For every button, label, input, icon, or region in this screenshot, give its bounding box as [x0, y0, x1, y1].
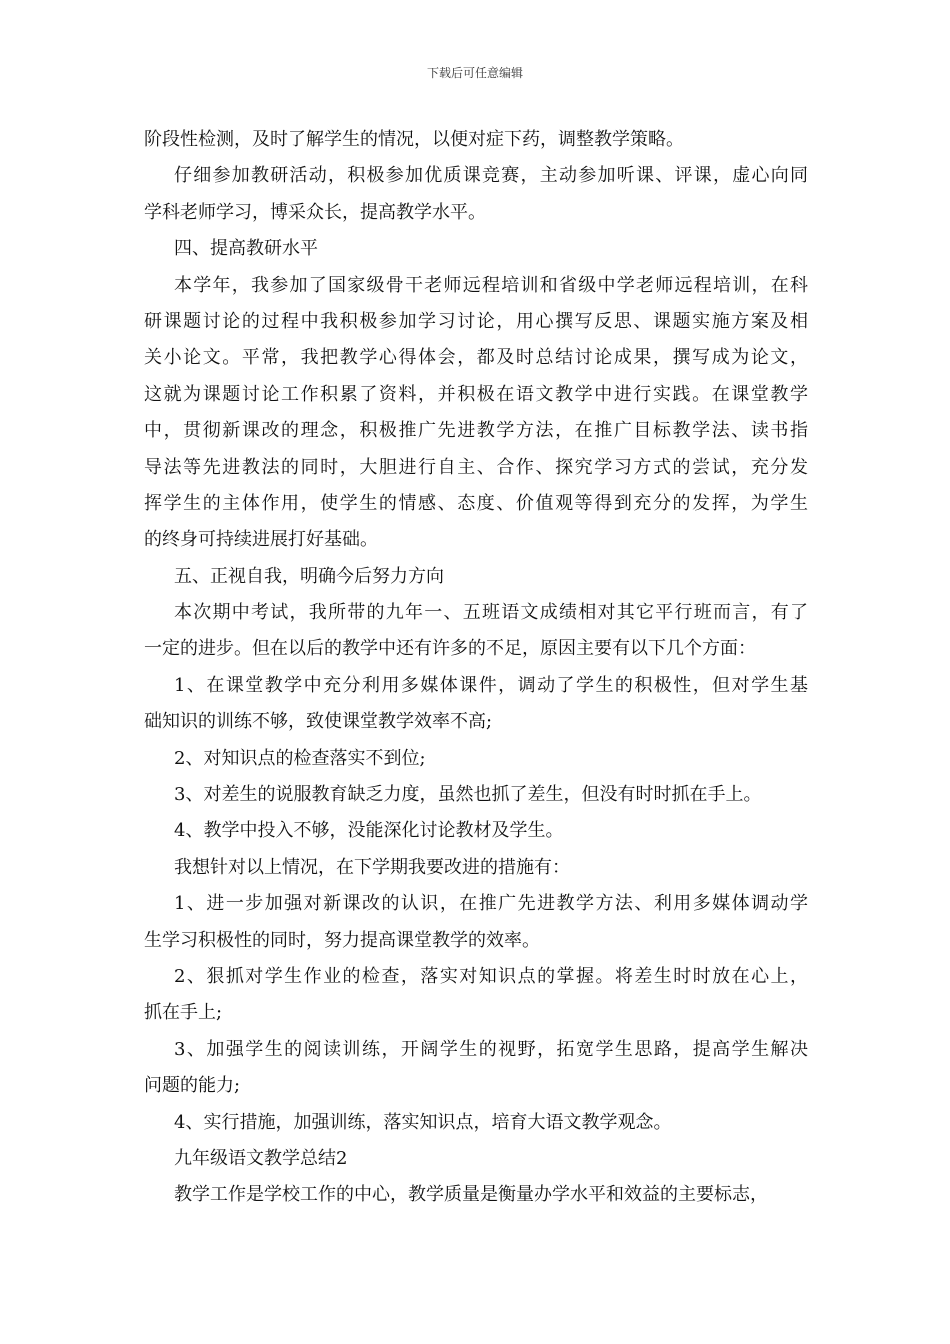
paragraph-line: 学科老师学习，博采众长，提高教学水平。: [144, 201, 486, 223]
paragraph: [144, 1177, 808, 1213]
paragraph: [144, 158, 808, 231]
paragraph-line: 教学工作是学校工作的中心，教学质量是衡量办学水平和效益的主要标志，: [174, 1184, 768, 1206]
paragraph-line: 3、加强学生的阅读训练，开阔学生的视野，拓宽学生思路，提高学生解决: [174, 1038, 808, 1060]
paragraph-line: 抓在手上;: [144, 1002, 223, 1024]
paragraph: [144, 959, 808, 1032]
paragraph-line: 阶段性检测，及时了解学生的情况，以便对症下药，调整教学策略。: [144, 129, 684, 150]
paragraph-line: 本学年，我参加了国家级骨干老师远程培训和省级中学老师远程培训，在科: [174, 274, 808, 296]
document-body: [144, 122, 808, 1214]
paragraph: [144, 122, 808, 158]
paragraph-line: 2、对知识点的检查落实不到位;: [174, 747, 426, 769]
paragraph-line: 九年级语文教学总结2: [174, 1147, 348, 1169]
paragraph-line: 我想针对以上情况，在下学期我要改进的措施有：: [174, 856, 570, 878]
paragraph: [144, 813, 808, 849]
paragraph-line: 这就为课题讨论工作积累了资料，并积极在语文教学中进行实践。在课堂教学: [144, 383, 808, 405]
paragraph-line: 挥学生的主体作用，使学生的情感、态度、价值观等得到充分的发挥，为学生: [144, 492, 808, 514]
paragraph-line: 研课题讨论的过程中我积极参加学习讨论，用心撰写反思、课题实施方案及相: [144, 310, 808, 332]
paragraph-line: 仔细参加教研活动，积极参加优质课竞赛，主动参加听课、评课，虚心向同: [174, 165, 808, 187]
paragraph-line: 础知识的训练不够，致使课堂教学效率不高;: [144, 711, 493, 733]
paragraph-line: 4、教学中投入不够，没能深化讨论教材及学生。: [174, 820, 564, 842]
paragraph: [144, 850, 808, 886]
paragraph: [144, 231, 808, 267]
paragraph-line: 问题的能力;: [144, 1075, 241, 1097]
paragraph: [144, 668, 808, 741]
paragraph-line: 3、对差生的说服教育缺乏力度，虽然也抓了差生，但没有时时抓在手上。: [174, 784, 762, 806]
paragraph-line: 1、进一步加强对新课改的认识，在推广先进教学方法、利用多媒体调动学: [174, 893, 808, 915]
paragraph: [144, 886, 808, 959]
paragraph-line: 2、狠抓对学生作业的检查，落实对知识点的掌握。将差生时时放在心上，: [174, 965, 808, 987]
paragraph-line: 的终身可持续进展打好基础。: [144, 529, 378, 551]
paragraph: [144, 1032, 808, 1105]
paragraph: [144, 595, 808, 668]
paragraph: [144, 741, 808, 777]
paragraph: [144, 559, 808, 595]
paragraph-line: 4、实行措施，加强训练，落实知识点，培育大语文教学观念。: [174, 1111, 672, 1133]
paragraph-line: 一定的进步。但在以后的教学中还有许多的不足，原因主要有以下几个方面：: [144, 638, 756, 660]
paragraph-line: 1、在课堂教学中充分利用多媒体课件，调动了学生的积极性，但对学生基: [174, 674, 808, 696]
paragraph: [144, 268, 808, 559]
paragraph: [144, 777, 808, 813]
paragraph-line: 中，贯彻新课改的理念，积极推广先进教学方法，在推广目标教学法、读书指: [144, 420, 808, 442]
paragraph: [144, 1105, 808, 1141]
paragraph-line: 五、正视自我，明确今后努力方向: [174, 565, 444, 587]
paragraph-line: 生学习积极性的同时，努力提高课堂教学的效率。: [144, 929, 540, 951]
paragraph-line: 四、提高教研水平: [174, 238, 318, 260]
page-header: 下载后可任意编辑: [426, 66, 523, 80]
paragraph-line: 导法等先进教法的同时，大胆进行自主、合作、探究学习方式的尝试，充分发: [144, 456, 808, 478]
paragraph: [144, 1141, 808, 1177]
paragraph-line: 关小论文。平常，我把教学心得体会，都及时总结讨论成果，撰写成为论文，: [144, 347, 808, 369]
paragraph-line: 本次期中考试，我所带的九年一、五班语文成绩相对其它平行班而言，有了: [174, 602, 808, 624]
